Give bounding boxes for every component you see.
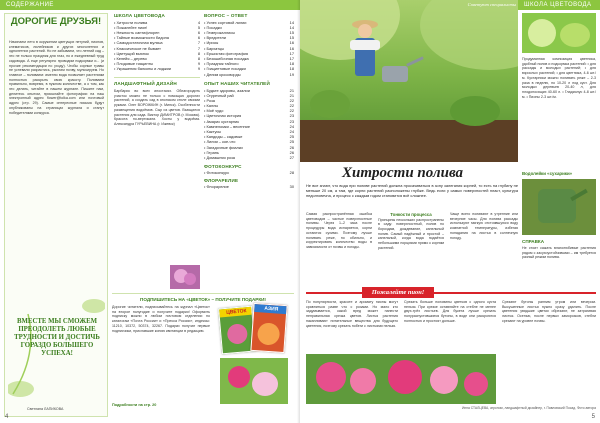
toc-qa-item-title: • Гемерокаллисы: [204, 30, 236, 36]
toc-readers-item-title: • Будьте здоровы, азалии: [204, 87, 250, 93]
wiki-head: СПРАВКА: [522, 239, 545, 244]
toc-qa-item-title: • Успех сортовой лилии: [204, 19, 247, 25]
article-lead: Не все знают, что вода при поливе растений должна просачиваться в зону залегания корней, то есть на глубину не меньше 20 см, а там, где корни растений расположены глубже. Ведь если у самых поверхностей пласт, культура недолговечна, и процесс с каждым годом становится всё сложнее.: [306, 184, 518, 198]
toc-school-item-page: 9: [197, 66, 200, 72]
toc-readers-item-title: • Моё чудо: [204, 108, 224, 114]
toc-contest-item: [204, 170, 294, 175]
motto-block: [8, 294, 105, 402]
toc-qa-item-title: • Ершистая фотография: [204, 50, 248, 56]
toc-qa-list: [204, 20, 294, 77]
editor-signature: Светлана ЛАПИКОВА: [27, 407, 64, 411]
toc-school-item-title: • Келейя – дерево: [114, 56, 147, 62]
article-col-2-head: Тонкости процесса: [390, 212, 432, 217]
article-col-2: [378, 212, 444, 280]
toc-readers-item-page: 24: [289, 129, 294, 135]
toc-readers-head: ОПЫТ НАШИХ ЧИТАТЕЛЕЙ: [204, 80, 270, 86]
toc-qa-item-page: 14: [289, 24, 294, 30]
toc-school-item-title: • Тайные возможности бидона: [114, 35, 169, 41]
subscribe-text: Дорогие читатели, подписывайтесь на журнал «Цветок» на второе полугодие и получите подарки! Оформить подписку можно в любом почтовом отделении по каталогам «Почта России» и «Пресса России», индексы: 11210, 10372, 50374, 32267. Подарки получат первые подписчики, приславшие копию квитанции в редакцию.: [112, 305, 210, 333]
toc-readers-item-page: 23: [289, 118, 294, 124]
peony-box: [306, 289, 596, 414]
toc-florarium-head: ФЛОРАРЕЛИЕ: [204, 178, 239, 184]
toc-contest-list: [204, 170, 294, 175]
toc-readers-item-title: • Кактусы: [204, 129, 222, 135]
toc-readers-item-page: 25: [289, 139, 294, 145]
wiki-text: Не стоит сажать влаголюбивые растения рядом с засухоустойчивыми – им требуется разный режим полива.: [522, 246, 596, 260]
toc-readers-item-page: 26: [289, 144, 294, 150]
toc-readers-item: [204, 155, 294, 160]
toc-readers-item-title: • Домашняя роза: [204, 154, 235, 160]
toc-qa-item-page: 17: [289, 56, 294, 62]
toc-school-list: [114, 20, 200, 72]
watering-sidebar: [522, 13, 596, 291]
toc-qa-item-title: • Делим кроссворды: [204, 71, 241, 77]
toc-florarium-list: [204, 184, 294, 189]
toc-readers-item-page: 27: [289, 154, 294, 160]
toc-school-item-title: • Самодостаточная мульча: [114, 40, 163, 46]
toc-readers-item-page: 23: [289, 113, 294, 119]
magazine-cover-3: [220, 358, 288, 404]
toc-readers-item-page: 25: [289, 134, 294, 140]
toc-school-item-title: • Нежность сантифлорен: [114, 30, 160, 36]
toc-readers-item-title: • Каллы: [204, 103, 219, 109]
peony-col-3: Срезают бутоны ранним утром или вечером. Высушенные листья нужно сразу удалить. После цветения увядшие цветки обрезают, не затрагивая листья. Осенью, после первых заморозков, стебли срезают на уровне почвы.: [502, 300, 596, 323]
toc-school-item-title: • Плодовые гиацинты: [114, 61, 154, 67]
toc-qa-item-page: 14: [289, 19, 294, 25]
toc-school-head: ШКОЛА ЦВЕТОВОДА: [114, 13, 166, 18]
toc-readers-item-page: 22: [289, 108, 294, 114]
toc-qa-item-page: 17: [289, 50, 294, 56]
toc-readers-item-title: • Амарис кустарник: [204, 118, 239, 124]
toc-qa-item-title: • Безошибочная посадка: [204, 56, 249, 62]
toc-qa-item-page: 16: [289, 45, 294, 51]
article-col-2-text: Принципы нескольких распространены в саду: поверхностный, полив по бороздам, дождевание, капельный полив. Самый надёжный и простой – капельный, когда вода подаётся небольшими порциями прямо к корням растений.: [378, 217, 444, 250]
peony-box-title: Пожалейте пион!: [362, 287, 434, 298]
toc-florarium-item-page: 30: [289, 183, 294, 189]
sidebar-photo-top: [522, 13, 596, 53]
toc-readers-item-page: 26: [289, 149, 294, 155]
toc-readers-list: [204, 88, 294, 161]
toc-readers-item-page: 21: [289, 92, 294, 98]
toc-landscape-text: Барбарис во всех ипостасях. Облагородить участок можно не только с помощью дорогих растений, а создать сад в японском стиле своими руками. Олег ВОРОЖКИН (г. Минск). Особенности размещения водоёмов. Сыр из цветов. Вьющиеся растения для сада. Виктор ДИМИТРОВ (г. Москва). Красота по-вертикали. Хосты у водоёма. Александра ГУРЬЕВИНА (г. Ижевск): [114, 89, 200, 126]
toc-column-2: [204, 13, 294, 283]
toc-readers-item-page: 22: [289, 97, 294, 103]
toc-landscape-head: ЛАНДШАФТНЫЙ ДИЗАЙН: [114, 81, 177, 86]
toc-contest-head: ФОТОКОНКУРС: [204, 164, 242, 170]
toc-readers-item-page: 22: [289, 103, 294, 109]
toc-qa-item: [204, 72, 294, 77]
toc-readers-item-title: • Кандиды – садовые: [204, 134, 243, 140]
flower-thumbnail: [170, 265, 200, 289]
toc-divider: [114, 77, 200, 78]
toc-qa-item-page: 15: [289, 35, 294, 41]
toc-readers-item-title: • Лилии – кое-что: [204, 139, 236, 145]
toc-school-item-page: 6: [197, 30, 200, 36]
article-title: Хитрости полива: [342, 165, 464, 181]
right-page: [300, 0, 600, 423]
toc-school-item-page: 4: [197, 19, 200, 25]
page-number-left: 4: [5, 413, 9, 420]
greeting-title: ДОРОГИЕ ДРУЗЬЯ!: [10, 16, 102, 27]
toc-readers-item-page: 21: [289, 87, 294, 93]
toc-qa-item-page: 18: [289, 66, 294, 72]
toc-florarium-item-title: • Флорарелие: [204, 183, 229, 189]
toc-school-item-title: • Хитрости полива: [114, 19, 148, 25]
toc-qa-item-page: 16: [289, 40, 294, 46]
toc-school-item-page: 9: [197, 61, 200, 67]
toc-qa-item-title: • Вредители: [204, 35, 226, 41]
toc-readers-item-title: • Герань: [204, 149, 219, 155]
toc-school-item-page: 7: [197, 45, 200, 51]
article-col-3: Чаще всего поливают в утренние или вечерние часы. Для полива рассады используют мягкую отстоявшуюся воду комнатной температуры, избегая попадания на листья в солнечную погоду.: [450, 212, 518, 240]
section-header-contents: СОДЕРЖАНИЕ: [0, 0, 300, 10]
toc-readers-item-title: • Огуречный рай: [204, 92, 234, 98]
toc-qa-item-page: 18: [289, 61, 294, 67]
editor-letter: [4, 13, 108, 417]
toc-school-item-title: • Украшения балконы и лоджии: [114, 66, 171, 72]
toc-school-item-title: • Пожалейте пион!: [114, 24, 148, 30]
toc-readers-item-title: • Цветочная история: [204, 113, 242, 119]
motto-text: ВМЕСТЕ МЫ СМОЖЕМ ПРЕОДОЛЕТЬ ЛЮБЫЕ ТРУДНОСТИ И ДОСТИЧЬ ГОРАЗДО БОЛЬШЕГО УСПЕХА!: [14, 318, 100, 357]
toc-florarium-item: [204, 184, 294, 189]
article-col-1: Самая распространённая ошибка цветоводов – частые поверхностные поливы. Через 1–2 часа после процедуры вода испаряется, корни остаются сухими. Поэтому лучше поливать реже, но обильно, и корректировать количество воды в зависимости от почвы и погоды.: [306, 212, 372, 249]
subscribe-title: ПОДПИШИТЕСЬ НА «ЦВЕТОК» – ПОЛУЧИТЕ ПОДАРКИ!: [140, 297, 266, 302]
toc-school-item: [114, 66, 200, 71]
toc-readers-item-title: • Загадочные фиалки: [204, 144, 243, 150]
greeting-text: Начинаем лето в окружении цветущих петуний, пионов, клематисов, лилейников и других многолетних и однолетних растений. Но не забываем, что летний сад – это не только праздник для глаз, но и ежедневный труд садовода. А еще регулярно проводим подкормки и... (и прочие рекомендации по уходу). Чтобы сорные травы не успевали разрастись, рыхлим почву, мульчируем. Но главное – поливаем: именно вода позволяет растениям полностью раскрыть свою красоту. Поливаем правильно, вовремя, в нужном количестве, а о том, как это делать, читайте в нашем журнале. Пишите нам, делитесь опытом, присылайте фотографии на наш электронный адрес flower@tolka.com или почтовый адрес (стр. 29). Самые интересные письма будут опубликованы на страницах журнала и станут победителями конкурса.: [9, 40, 104, 115]
sidebar-photo-bottom: [522, 179, 596, 235]
toc-qa-item-title: • Бархатцы: [204, 45, 225, 51]
page-number-right: 5: [591, 413, 595, 420]
toc-school-item-page: 7: [197, 40, 200, 46]
magazine-cover-2: АЗИЯ: [250, 303, 287, 353]
series-label: Советуют специалисты: [467, 2, 516, 7]
toc-contest-item-title: • Фотоконкурс: [204, 169, 230, 175]
toc-qa-item-title: • Посадки: [204, 24, 222, 30]
subscription-box: [112, 293, 294, 413]
toc-readers-item-page: 24: [289, 123, 294, 129]
toc-school-item-page: 8: [197, 50, 200, 56]
toc-readers-item-title: • Роза: [204, 97, 215, 103]
toc-school-item-page: 5: [197, 24, 200, 30]
sidebar-text: Продуманная композиция цветника, удобный полив и подкормка растений: • для рассады и молодых растений; • для взрослых растений; • для цветника, 4-6 шт./м. Кустарники можно поливать реже – 2-3 раза в неделю, по 10-20 л под куст. Для молодых деревьев 20-40 л, для плодоносящих 40-60 л. • Гладиолус 4-8 шт./м. • Пионы 2-3 шт./м.: [522, 57, 596, 99]
toc-qa-item-title: • Гиацинтовые посадки: [204, 66, 246, 72]
section-header-school: ШКОЛА ЦВЕТОВОДА: [518, 0, 600, 10]
toc-contest-item-page: 28: [289, 169, 294, 175]
toc-school-item-title: • Цветущий вьюнок: [114, 50, 149, 56]
toc-school-item-title: • Классическое не бывает: [114, 45, 161, 51]
toc-qa-head: ВОПРОС – ОТВЕТ: [204, 13, 248, 18]
sidebar-head: Водолейки «сухарики»: [522, 171, 573, 176]
toc-school-item-page: 8: [197, 56, 200, 62]
hero-photo: [300, 0, 518, 162]
toc-qa-item-page: 15: [289, 30, 294, 36]
peony-col-2: Срезать больше половины цветков с одного куста нельзя. При срезке оставляйте на стебле не менее двух-трёх листьев. Для букета лучше срезать полураспустившиеся бутоны, в воде они раскроются полностью и простоят дольше.: [404, 300, 496, 323]
peony-photo: [306, 354, 496, 404]
toc-qa-item-title: • Праздник тайного: [204, 61, 239, 67]
toc-readers-item-title: • Камнеломки – весенние: [204, 123, 251, 129]
magazine-cover-1: ЦВЕТОК: [218, 306, 256, 355]
subscribe-note: Подробности на стр. 20: [112, 403, 157, 407]
photo-credit: Инна СТАЛЦЕВА, агроном, ландшафтный дизайнер, г. Павловский Посад. Фото автора: [461, 406, 596, 410]
toc-qa-item-title: • Ирисы: [204, 40, 219, 46]
toc-school-item-page: 6: [197, 35, 200, 41]
peony-col-1: По популярности, красоте и аромату пионы могут сравниться разве что с розами. Но мало кто задумывается, какой вред может нанести неправильная срезка цветов. Листья растения накапливают питательные вещества для будущего цветения, поэтому срезать побеги с листьями нельзя.: [306, 300, 398, 328]
toc-qa-item-page: 19: [289, 71, 294, 77]
